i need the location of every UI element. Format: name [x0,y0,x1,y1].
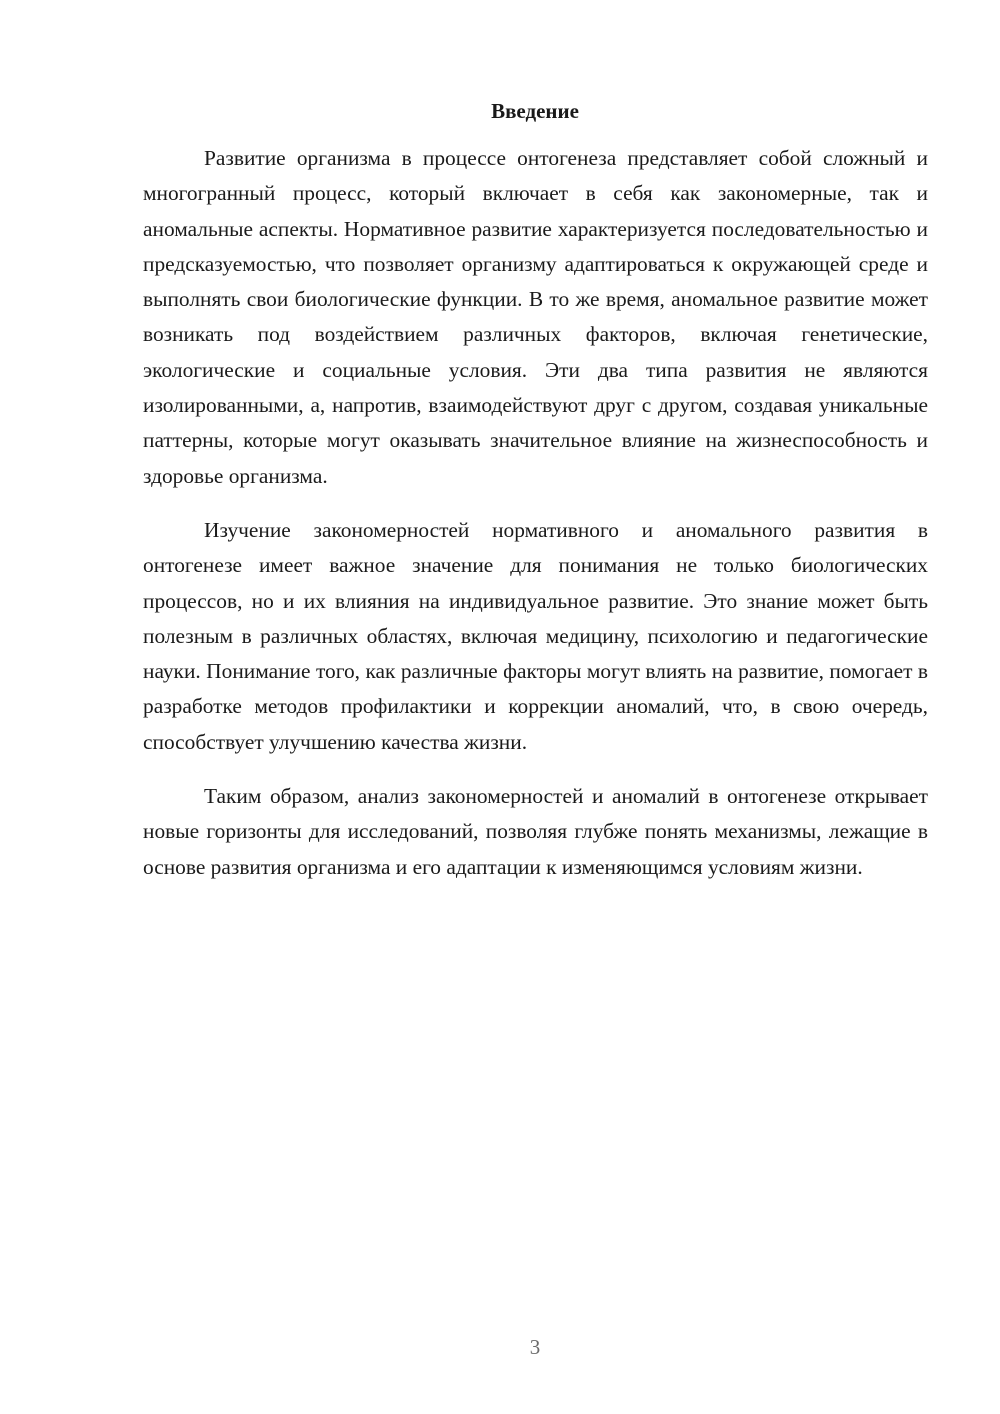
paragraph-1: Развитие организма в процессе онтогенеза представляет собой сложный и многогранный процесс, который включает в себя как закономерные, так и аномальные аспекты. Нормативное развитие характеризуется последовательностью и предсказуемостью, что позволяет организму адаптироваться к окружающей среде и выполнять свои биологические функции. В то же время, аномальное развитие может возникать под воздействием различных факторов, включая генетические, экологические и социальные условия. Эти два типа развития не являются изолированными, а, напротив, взаимодействуют друг с другом, создавая уникальные паттерны, которые могут оказывать значительное влияние на жизнеспособность и здоровье организма. [143,146,928,488]
section-heading: Введение [491,99,579,123]
page-number: 3 [529,1335,541,1359]
paragraph-2: Изучение закономерностей нормативного и аномального развития в онтогенезе имеет важное значение для понимания не только биологических процессов, но и их влияния на индивидуальное развитие. Это знание может быть полезным в различных областях, включая медицину, психологию и педагогические науки. Понимание того, как различные факторы могут влиять на развитие, помогает в разработке методов профилактики и коррекции аномалий, что, в свою очередь, способствует улучшению качества жизни. [143,517,928,754]
paragraph-3: Таким образом, анализ закономерностей и аномалий в онтогенезе открывает новые горизонты для исследований, позволяя глубже понять механизмы, лежащие в основе развития организма и его адаптации к изменяющимся условиям жизни. [143,784,928,879]
body-text [143,141,928,904]
